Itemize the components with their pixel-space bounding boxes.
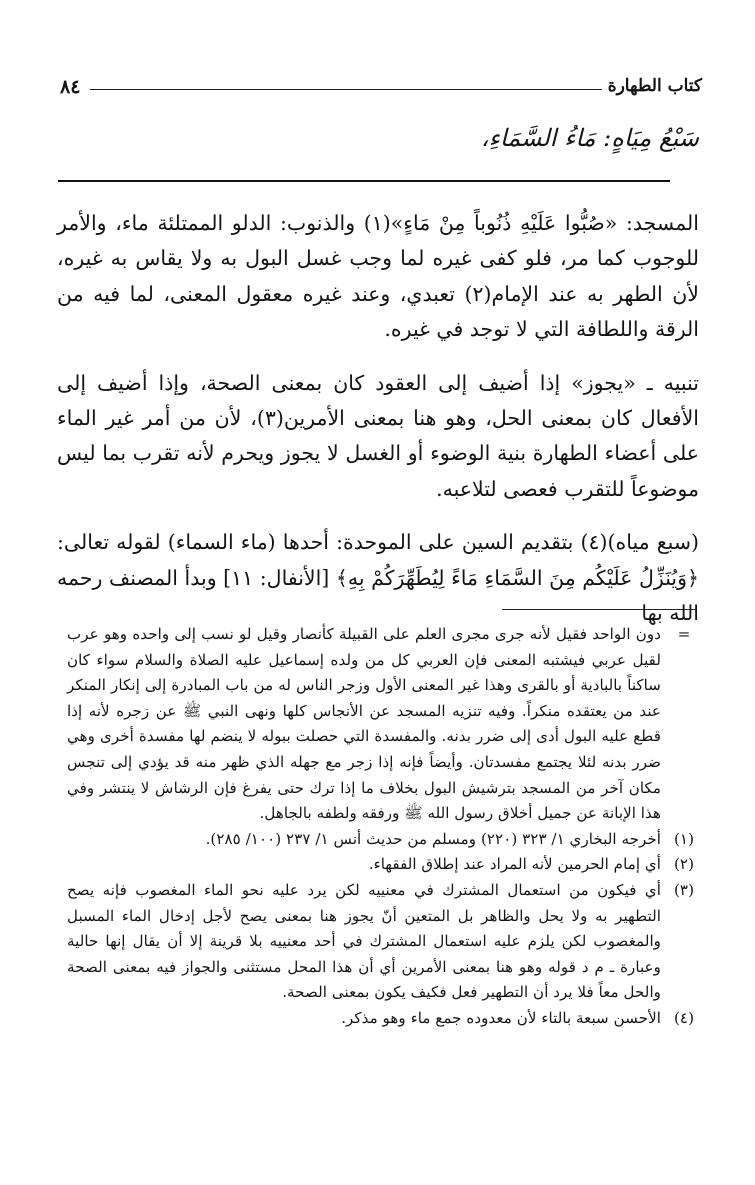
footnote-text: أي فيكون من استعمال المشترك في معنييه لكن يرد عليه نحو الماء المغصوب فإنه يصح التطهير به ولا يحل والظاهر بل المتعين أنّ يجوز هنا بمعنى يصح لأجل إدخال الماء المسبل والمغصوب لكن يلزم عليه استعمال المشترك في أحد معنييه بلا قرينة إلا أن يقال إنها حالية وعبارة ـ م د قوله وهو هنا بمعنى الأمرين أي أن هذا المحل مستثنى والجواز فيه بمعنى الصحة والحل معاً فلا يرد أن التطهير فعل فكيف يكون بمعنى الصحة. bbox=[67, 880, 661, 1002]
footnote-text: دون الواحد فقيل لأنه جرى مجرى العلم على القبيلة كأنصار وقيل لو نسب إلى واحده وهو عرب لقيل عربي فيشتبه المعنى فإن العربي كل من ولده إسماعيل عليه الصلاة والسلام سواء كان ساكناً بالبادية أو بالقرى وهذا غير المعنى الأول وزجر الناس له من باب المبادرة إلى إنكار المنكر عند من يعتقده منكراً. وفيه تنزيه المسجد عن الأنجاس كلها ونهى النبي ﷺ عن زجره لأنه إذا قطع عليه البول أدى إلى ضرر بدنه. والمفسدة التي حصلت ببوله لا ينضم لها مفسدة أخرى وهي ضرر بدنه لئلا يجتمع مفسدتان. وأيضاً فإنه إذا زجر مع جهله الذي ظهر منه قد يؤدي إلى تنجس مكان آخر من المسجد بترشيش البول بخلاف ما إذا ترك حتى يفرغ فإن الرشاش لا ينتشر وفي هذا الإبانة عن جميل أخلاق رسول الله ﷺ ورفقه ولطفه بالجاهل. bbox=[67, 625, 661, 823]
footnote-4 bbox=[67, 1006, 699, 1032]
running-header bbox=[60, 76, 702, 100]
commentary-paragraph: (سبع مياه)(٤) بتقديم السين على الموحدة: أحدها (ماء السماء) لقوله تعالى: ﴿وَيُنَزِّلُ عَلَيْكُم مِنَ السَّمَاءِ مَاءً لِيُطَهِّرَكُمْ بِهِ﴾ [الأنفال: ١١] وبدأ المصنف رحمه الله بها bbox=[57, 530, 700, 626]
page-number: ٨٤ bbox=[60, 76, 81, 98]
footnote-number: (١) bbox=[673, 829, 695, 848]
footnote-continued bbox=[67, 622, 699, 827]
header-rule bbox=[90, 89, 602, 90]
footnote-separator bbox=[502, 609, 697, 610]
matn-text: سَبْعُ مِيَاهٍ: مَاءُ السَّمَاءِ، bbox=[480, 124, 699, 152]
footnote-marker: = bbox=[677, 625, 691, 643]
footnote-3 bbox=[67, 878, 699, 1006]
commentary-body bbox=[57, 206, 699, 649]
commentary-paragraph: تنبيه ـ «يجوز» إذا أضيف إلى العقود كان بمعنى الصحة، وإذا أضيف إلى الأفعال كان بمعنى الحل، وهو هنا بمعنى الأمرين(٣)، لأن من أمر غير الماء على أعضاء الطهارة بنية الوضوء أو الغسل لا يجوز ويحرم لأنه تقرب بما ليس موضوعاً للتقرب فعصى لتلاعبه. bbox=[57, 370, 699, 501]
footnote-2 bbox=[67, 852, 699, 878]
book-title: كتاب الطهارة bbox=[607, 76, 702, 96]
footnote-number: (٣) bbox=[673, 880, 695, 899]
footnote-1 bbox=[67, 827, 699, 853]
commentary-paragraph: المسجد: «صُبُّوا عَلَيْهِ ذُنُوباً مِنْ مَاءٍ»(١) والذنوب: الدلو الممتلئة ماء، والأمر للوجوب كما مر، فلو كفى غيره لما وجب غسل البول به ولا يقاس به غيره، لأن الطهر به عند الإمام(٢) تعبدي، وعند غيره معقول المعنى، لما فيه من الرقة واللطافة التي لا توجد في غيره. bbox=[57, 211, 699, 342]
footnote-number: (٤) bbox=[673, 1008, 695, 1027]
footnote-text: الأحسن سبعة بالتاء لأن معدوده جمع ماء وهو مذكر. bbox=[341, 1008, 661, 1027]
footnote-number: (٢) bbox=[673, 855, 695, 874]
footnote-text: أخرجه البخاري ١/ ٣٢٣ (٢٢٠) ومسلم من حديث أنس ١/ ٢٣٧ (١٠٠/ ٢٨٥). bbox=[205, 829, 661, 848]
matn-separator bbox=[58, 180, 670, 182]
footnote-text: أي إمام الحرمين لأنه المراد عند إطلاق الفقهاء. bbox=[368, 855, 661, 874]
footnotes bbox=[67, 622, 699, 1032]
